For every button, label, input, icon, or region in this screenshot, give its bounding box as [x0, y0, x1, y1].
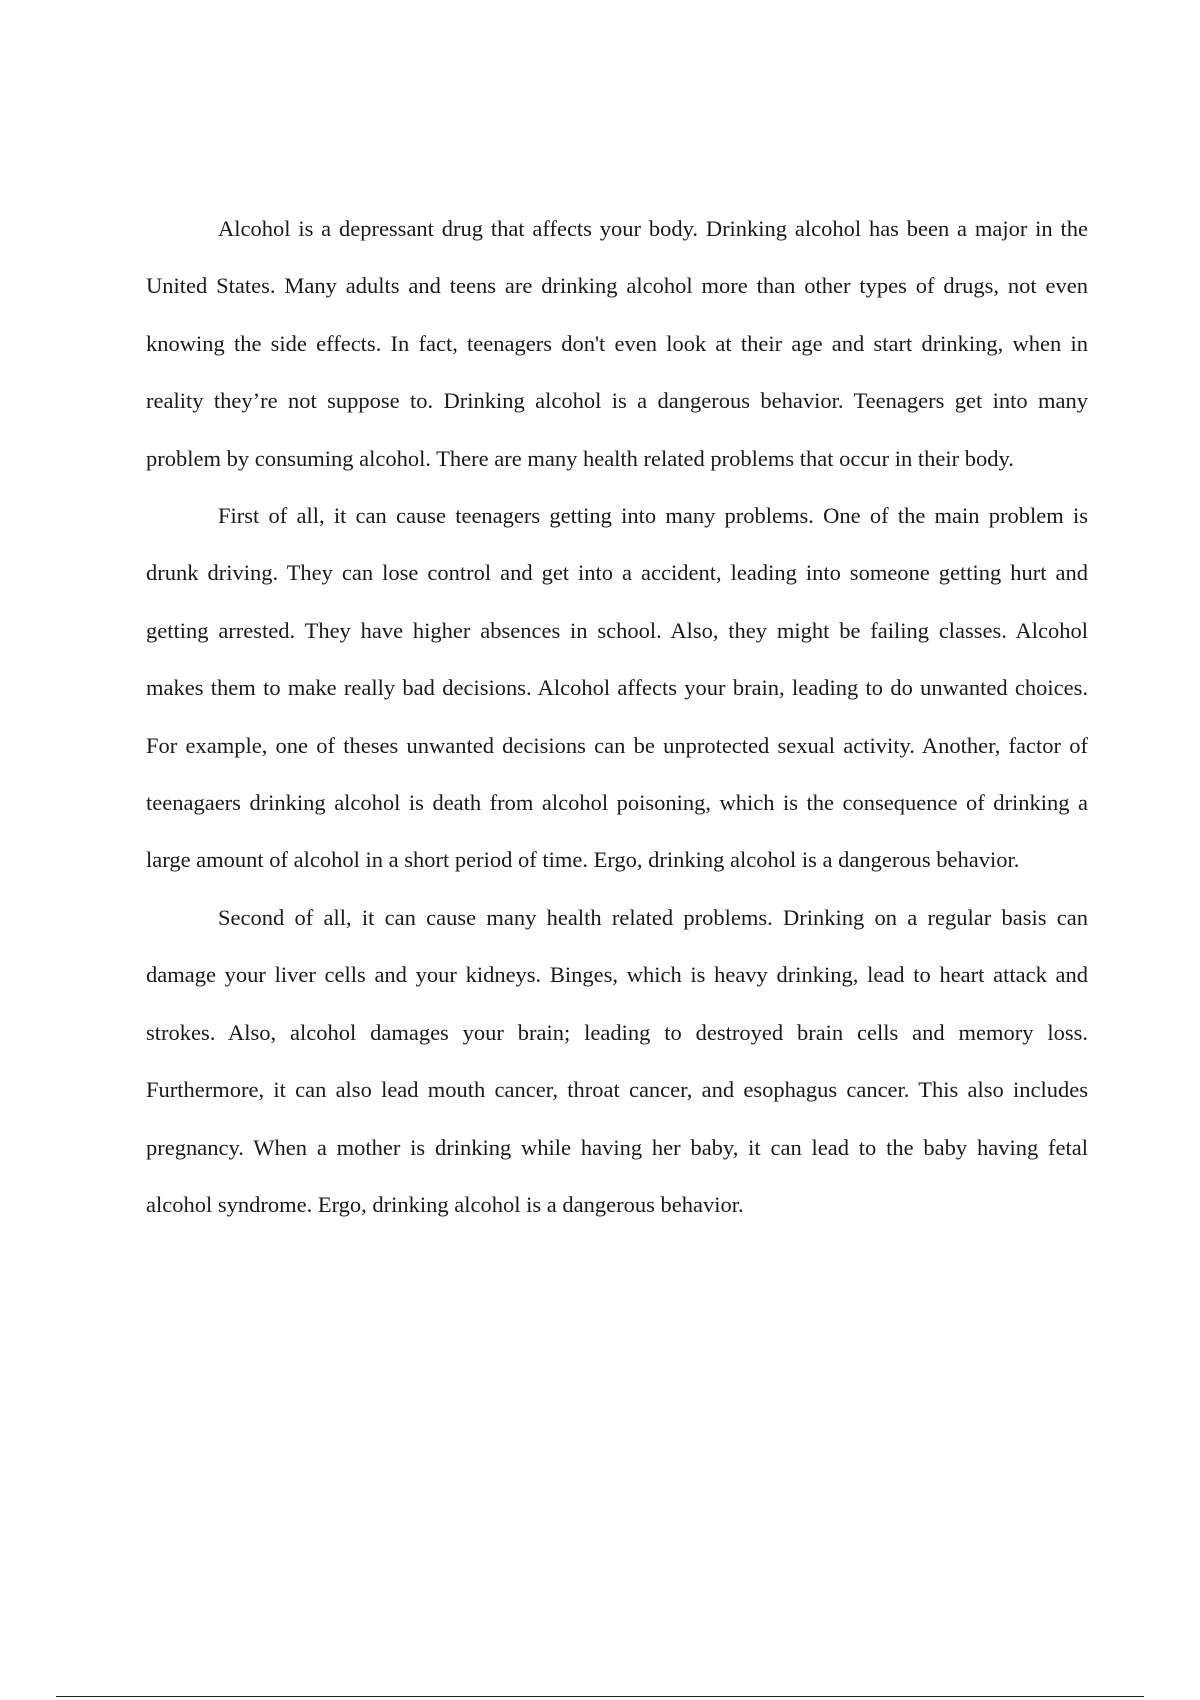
paragraph-intro: Alcohol is a depressant drug that affects your body. Drinking alcohol has been a major in the United States. Many adults and teens are drinking alcohol more than other types of drugs, not even knowing the side effects. In fact, teenagers don't even look at their age and start drinking, when in reality they’re not suppose to. Drinking alcohol is a dangerous behavior. Teenagers get into many problem by consuming alcohol. There are many health related problems that occur in their body. [146, 216, 1088, 471]
essay-body [146, 200, 1088, 1233]
paragraph-problems: First of all, it can cause teenagers getting into many problems. One of the main problem is drunk driving. They can lose control and get into a accident, leading into someone getting hurt and getting arrested. They have higher absences in school. Also, they might be failing classes. Alcohol makes them to make really bad decisions. Alcohol affects your brain, leading to do unwanted choices. For example, one of theses unwanted decisions can be unprotected sexual activity. Another, factor of teenagaers drinking alcohol is death from alcohol poisoning, which is the consequence of drinking a large amount of alcohol in a short period of time. Ergo, drinking alcohol is a dangerous behavior. [146, 503, 1088, 873]
paragraph-health: Second of all, it can cause many health related problems. Drinking on a regular basis can damage your liver cells and your kidneys. Binges, which is heavy drinking, lead to heart attack and strokes. Also, alcohol damages your brain; leading to destroyed brain cells and memory loss. Furthermore, it can also lead mouth cancer, throat cancer, and esophagus cancer. This also includes pregnancy. When a mother is drinking while having her baby, it can lead to the baby having fetal alcohol syndrome. Ergo, drinking alcohol is a dangerous behavior. [146, 904, 1088, 1217]
footer-divider [56, 1696, 1144, 1697]
